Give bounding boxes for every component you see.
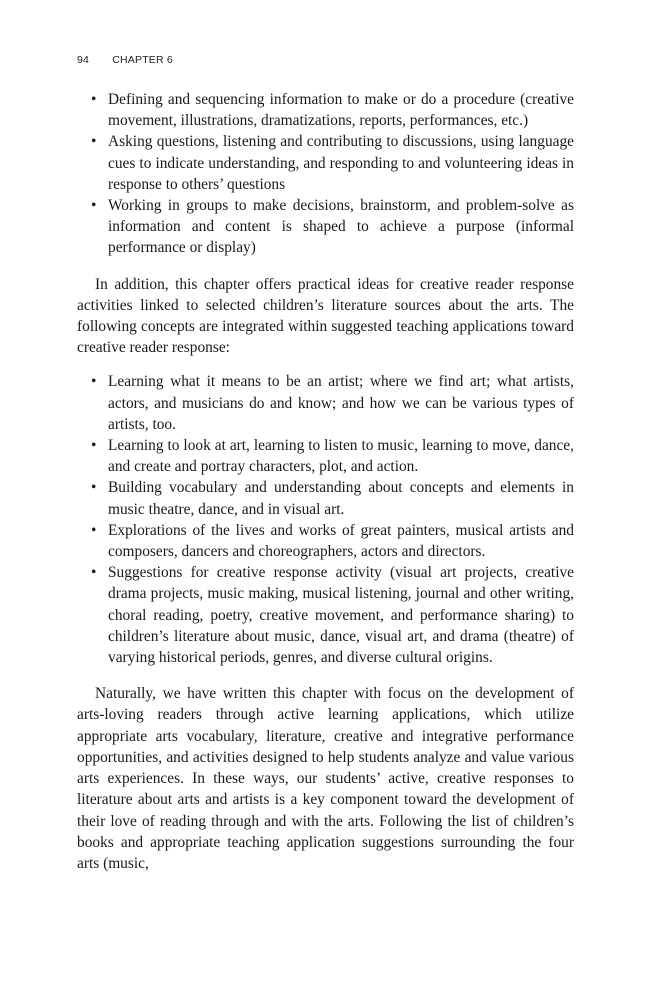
list-item-text: Working in groups to make decisions, brainstorm, and problem-solve as information and content is shaped to achieve a purpose (informal performance or display) — [108, 197, 574, 257]
list-item-text: Suggestions for creative response activity (visual art projects, creative drama projects, music making, musical listening, journal and other writing, choral reading, poetry, creative movement, and performance sharing) to children’s literature about music, dance, visual art, and drama (theatre) of varying historical periods, genres, and diverse cultural origins. — [108, 564, 574, 667]
running-head — [77, 54, 173, 66]
list-item-text: Defining and sequencing information to make or do a procedure (creative movement, illustrations, dramatizations, reports, performances, etc.) — [108, 91, 574, 130]
list-item-text: Learning what it means to be an artist; where we find art; what artists, actors, and musicians do and know; and how we can be various types of artists, too. — [108, 373, 574, 433]
list-item — [91, 477, 574, 519]
bullet-icon: • — [91, 133, 97, 151]
bullet-icon: • — [91, 373, 97, 391]
list-item-text: Explorations of the lives and works of great painters, musical artists and composers, dancers and choreographers, actors and directors. — [108, 521, 574, 561]
list-item-text: Building vocabulary and understanding about concepts and elements in music theatre, dance, and in visual art. — [108, 479, 574, 518]
bullet-icon: • — [91, 91, 97, 108]
bullet-icon: • — [91, 521, 97, 539]
skills-list — [77, 89, 574, 259]
list-item — [91, 371, 574, 435]
bullet-icon: • — [91, 564, 97, 582]
list-item — [91, 520, 574, 562]
list-item-text: Learning to look at art, learning to listen to music, learning to move, dance, and create and portray characters, plot, and action. — [108, 437, 574, 476]
bullet-icon: • — [91, 197, 97, 215]
list-item — [91, 195, 574, 259]
list-item — [91, 89, 574, 131]
paragraph-in-addition: In addition, this chapter offers practical ideas for creative reader response activities linked to selected children’s literature sources about the arts. The following concepts are integrated within suggested teaching applications toward creative reader response: — [77, 275, 574, 357]
paragraph-naturally: Naturally, we have written this chapter with focus on the development of arts-loving readers through active learning applications, which utilize appropriate arts vocabulary, literature, creative and integrative performance opportunities, and activities designed to help students analyze and value various arts experiences. In these ways, our students’ active, creative responses to literature about arts and artists is a key component toward the development of their love of reading through and with the arts. Following the list of children’s books and appropriate teaching application suggestions surrounding the four arts (music, — [77, 685, 574, 872]
list-item — [91, 435, 574, 477]
concepts-list — [77, 371, 574, 668]
list-item-text: Asking questions, listening and contributing to discussions, using language cues to indicate understanding, and responding to and volunteering ideas in response to others’ questions — [108, 133, 574, 193]
list-item — [91, 562, 574, 668]
page-number: 94 — [77, 54, 90, 66]
bullet-icon: • — [91, 437, 97, 455]
body-text — [77, 89, 574, 874]
chapter-label: CHAPTER 6 — [112, 54, 173, 66]
list-item — [91, 131, 574, 195]
bullet-icon: • — [91, 479, 97, 497]
